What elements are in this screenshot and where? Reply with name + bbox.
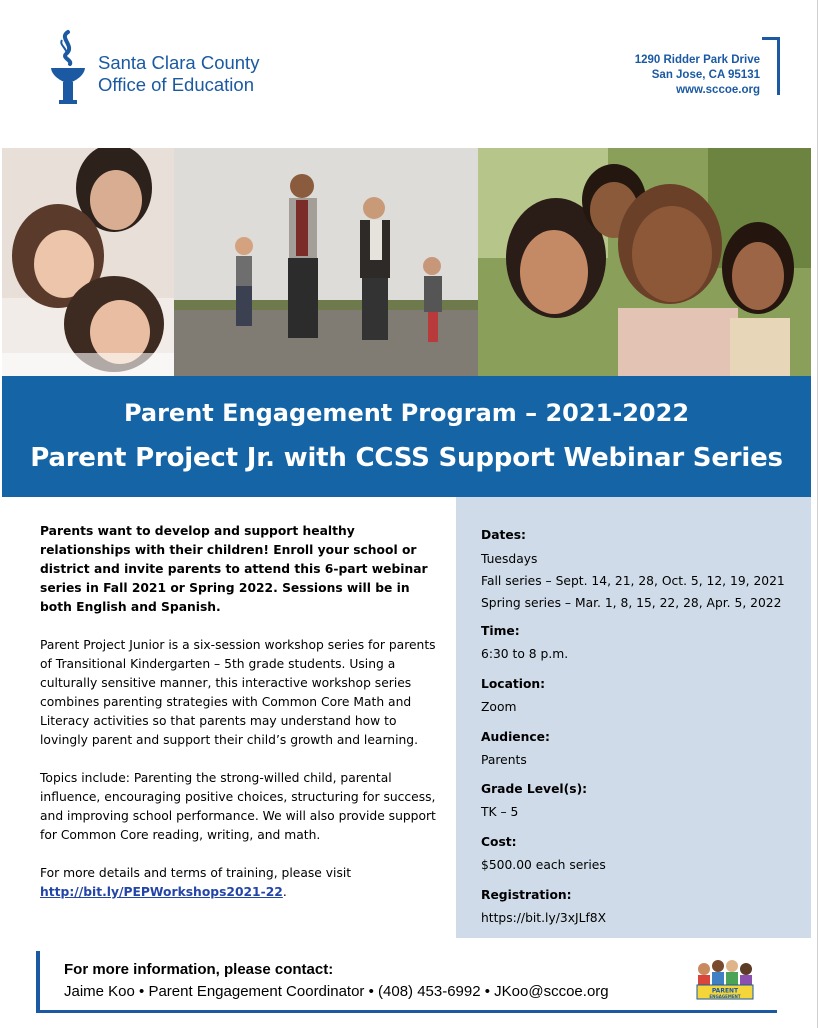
registration-block [481,885,811,928]
description-paragraph: Parent Project Junior is a six-session workshop series for parents of Transitional Kindergarten – 5th grade students. Using a culturally sensitive manner, this interactive workshop series combines parenting strategies with Common Core Math and Literacy activities so that parents may understand how to lovingly parent and support their child’s growth and learning. [40,638,436,747]
photo-strip [2,148,811,376]
banner-title-line1: Parent Engagement Program – 2021-2022 [123,399,690,427]
footer-bottom-rule [36,1010,777,1013]
contact-heading: For more information, please contact: [64,961,334,978]
description-column [40,522,445,921]
address-line2: San Jose, CA 95131 [651,69,760,81]
audience-value: Parents [481,753,527,767]
more-details-paragraph [40,864,445,902]
audience-block [481,727,811,770]
grade-value: TK – 5 [481,805,519,819]
time-label: Time: [481,624,520,638]
grade-label: Grade Level(s): [481,782,588,796]
footer-accent-bar [36,951,40,1013]
dates-fall: Fall series – Sept. 14, 21, 28, Oct. 5, 12, 19, 2021 [481,574,785,588]
address-block [635,53,760,98]
badge-word-engagement: ENGAGEMENT [709,994,741,999]
parent-engagement-logo-icon [692,957,758,1007]
location-label: Location: [481,677,546,691]
workshops-link[interactable]: http://bit.ly/PEPWorkshops2021-22 [40,885,283,899]
banner-title-line2: Parent Project Jr. with CCSS Support Webinar Series [30,443,783,473]
topics-paragraph: Topics include: Parenting the strong-willed child, parental influence, encouraging positive choices, structuring for success, and improving school performance. We will also provide support for Common Core reading, writing, and math. [40,771,436,842]
org-name-line1: Santa Clara County [98,52,260,73]
more-details-text: For more details and terms of training, please visit [40,866,352,880]
torch-logo-icon [48,28,88,106]
cost-block [481,832,811,875]
dates-spring: Spring series – Mar. 1, 8, 15, 22, 28, Apr. 5, 2022 [481,596,782,610]
badge-word-parent: PARENT [711,987,739,995]
address-accent-bar [762,37,780,95]
org-name-line2: Office of Education [98,74,254,95]
audience-label: Audience: [481,730,550,744]
dates-label: Dates: [481,528,526,542]
grade-block [481,779,811,822]
cost-label: Cost: [481,835,517,849]
org-name [98,52,259,96]
registration-label: Registration: [481,888,572,902]
lead-paragraph: Parents want to develop and support healthy relationships with their children! Enroll your school or district and invite parents to attend this 6-part webinar series in Fall 2021 or Spring 2022. Sessions will be in both English and Spanish. [40,524,428,614]
dates-block [481,525,811,613]
page-edge-line [817,0,818,1028]
more-details-period: . [282,885,287,899]
location-block [481,674,811,717]
photo-family-dancing [174,148,478,376]
address-line1: 1290 Ridder Park Drive [634,54,760,66]
cost-value: $500.00 each series [481,858,606,872]
title-banner [2,376,811,497]
time-block [481,621,811,664]
dates-day: Tuesdays [481,552,538,566]
registration-link[interactable]: https://bit.ly/3xJLf8X [481,911,607,925]
photo-family-selfie [478,148,811,376]
contact-footer [36,951,777,1013]
contact-details: Jaime Koo • Parent Engagement Coordinator • (408) 453-6992 • JKoo@sccoe.org [64,983,609,1000]
photo-mother-daughters [2,148,174,376]
details-panel [456,497,811,938]
location-value: Zoom [481,700,517,714]
website-link[interactable]: www.sccoe.org [676,84,760,96]
time-value: 6:30 to 8 p.m. [481,647,569,661]
